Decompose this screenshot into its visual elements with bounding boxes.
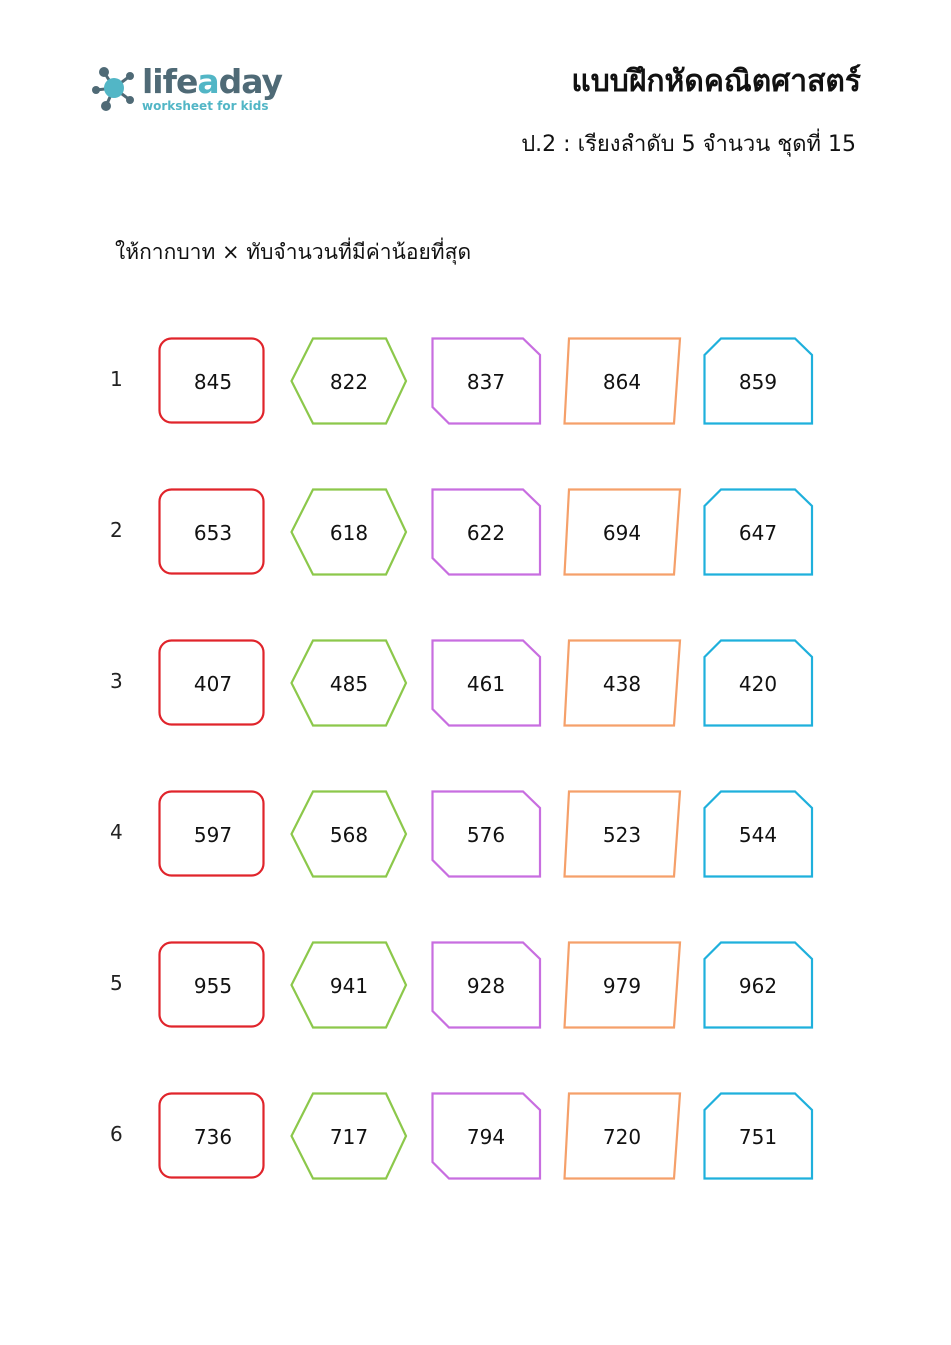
number-option-hexagon-shape[interactable] xyxy=(290,337,414,427)
number-option-pentagon-shape[interactable] xyxy=(703,1092,827,1182)
instruction-text: ให้กากบาท × ทับจำนวนที่มีค่าน้อยที่สุด xyxy=(115,240,472,264)
row-number: 5 xyxy=(110,971,123,995)
number-option-cut-corner-shape[interactable] xyxy=(431,639,555,729)
exercise-row xyxy=(0,1092,951,1182)
number-option-hexagon-shape[interactable] xyxy=(290,1092,414,1182)
number-value: 622 xyxy=(466,521,506,545)
number-option-rounded-rect-shape[interactable] xyxy=(158,337,282,427)
number-value: 438 xyxy=(602,672,642,696)
number-option-pentagon-shape[interactable] xyxy=(703,337,827,427)
page-title: แบบฝึกหัดคณิตศาสตร์ xyxy=(571,64,861,99)
number-option-cut-corner-shape[interactable] xyxy=(431,790,555,880)
row-number: 3 xyxy=(110,669,123,693)
exercise-row xyxy=(0,790,951,880)
number-value: 618 xyxy=(329,521,369,545)
row-number: 6 xyxy=(110,1122,123,1146)
number-option-pentagon-shape[interactable] xyxy=(703,488,827,578)
number-value: 461 xyxy=(466,672,506,696)
number-option-hexagon-shape[interactable] xyxy=(290,941,414,1031)
number-value: 720 xyxy=(602,1125,642,1149)
logo-tagline: worksheet for kids xyxy=(142,99,269,113)
number-value: 653 xyxy=(193,521,233,545)
number-option-hexagon-shape[interactable] xyxy=(290,790,414,880)
number-value: 544 xyxy=(738,823,778,847)
number-value: 717 xyxy=(329,1125,369,1149)
logo xyxy=(90,60,290,120)
number-value: 955 xyxy=(193,974,233,998)
number-value: 794 xyxy=(466,1125,506,1149)
number-value: 979 xyxy=(602,974,642,998)
number-value: 523 xyxy=(602,823,642,847)
row-number: 4 xyxy=(110,820,123,844)
number-option-rounded-rect-shape[interactable] xyxy=(158,639,282,729)
number-option-cut-corner-shape[interactable] xyxy=(431,337,555,427)
logo-molecule-icon xyxy=(90,60,142,116)
number-option-pentagon-shape[interactable] xyxy=(703,790,827,880)
number-value: 822 xyxy=(329,370,369,394)
number-value: 485 xyxy=(329,672,369,696)
exercise-row xyxy=(0,488,951,578)
number-value: 859 xyxy=(738,370,778,394)
number-option-hexagon-shape[interactable] xyxy=(290,488,414,578)
number-value: 647 xyxy=(738,521,778,545)
number-option-parallelogram-shape[interactable] xyxy=(563,790,687,880)
number-value: 751 xyxy=(738,1125,778,1149)
number-value: 420 xyxy=(738,672,778,696)
logo-wordmark: lifeaday xyxy=(142,62,283,101)
number-option-parallelogram-shape[interactable] xyxy=(563,639,687,729)
exercise-row xyxy=(0,337,951,427)
number-value: 597 xyxy=(193,823,233,847)
number-value: 845 xyxy=(193,370,233,394)
page-subtitle: ป.2 : เรียงลำดับ 5 จำนวน ชุดที่ 15 xyxy=(521,132,856,157)
number-option-parallelogram-shape[interactable] xyxy=(563,941,687,1031)
number-value: 736 xyxy=(193,1125,233,1149)
number-option-rounded-rect-shape[interactable] xyxy=(158,1092,282,1182)
exercise-row xyxy=(0,639,951,729)
number-option-parallelogram-shape[interactable] xyxy=(563,337,687,427)
number-value: 837 xyxy=(466,370,506,394)
number-option-pentagon-shape[interactable] xyxy=(703,639,827,729)
exercise-row xyxy=(0,941,951,1031)
number-value: 864 xyxy=(602,370,642,394)
number-option-cut-corner-shape[interactable] xyxy=(431,1092,555,1182)
number-option-parallelogram-shape[interactable] xyxy=(563,1092,687,1182)
number-value: 694 xyxy=(602,521,642,545)
number-value: 407 xyxy=(193,672,233,696)
number-option-hexagon-shape[interactable] xyxy=(290,639,414,729)
number-option-rounded-rect-shape[interactable] xyxy=(158,941,282,1031)
number-value: 941 xyxy=(329,974,369,998)
number-value: 962 xyxy=(738,974,778,998)
number-option-cut-corner-shape[interactable] xyxy=(431,941,555,1031)
number-option-rounded-rect-shape[interactable] xyxy=(158,790,282,880)
number-option-cut-corner-shape[interactable] xyxy=(431,488,555,578)
row-number: 2 xyxy=(110,518,123,542)
number-value: 928 xyxy=(466,974,506,998)
number-option-rounded-rect-shape[interactable] xyxy=(158,488,282,578)
number-value: 568 xyxy=(329,823,369,847)
number-option-parallelogram-shape[interactable] xyxy=(563,488,687,578)
number-value: 576 xyxy=(466,823,506,847)
number-option-pentagon-shape[interactable] xyxy=(703,941,827,1031)
row-number: 1 xyxy=(110,367,123,391)
